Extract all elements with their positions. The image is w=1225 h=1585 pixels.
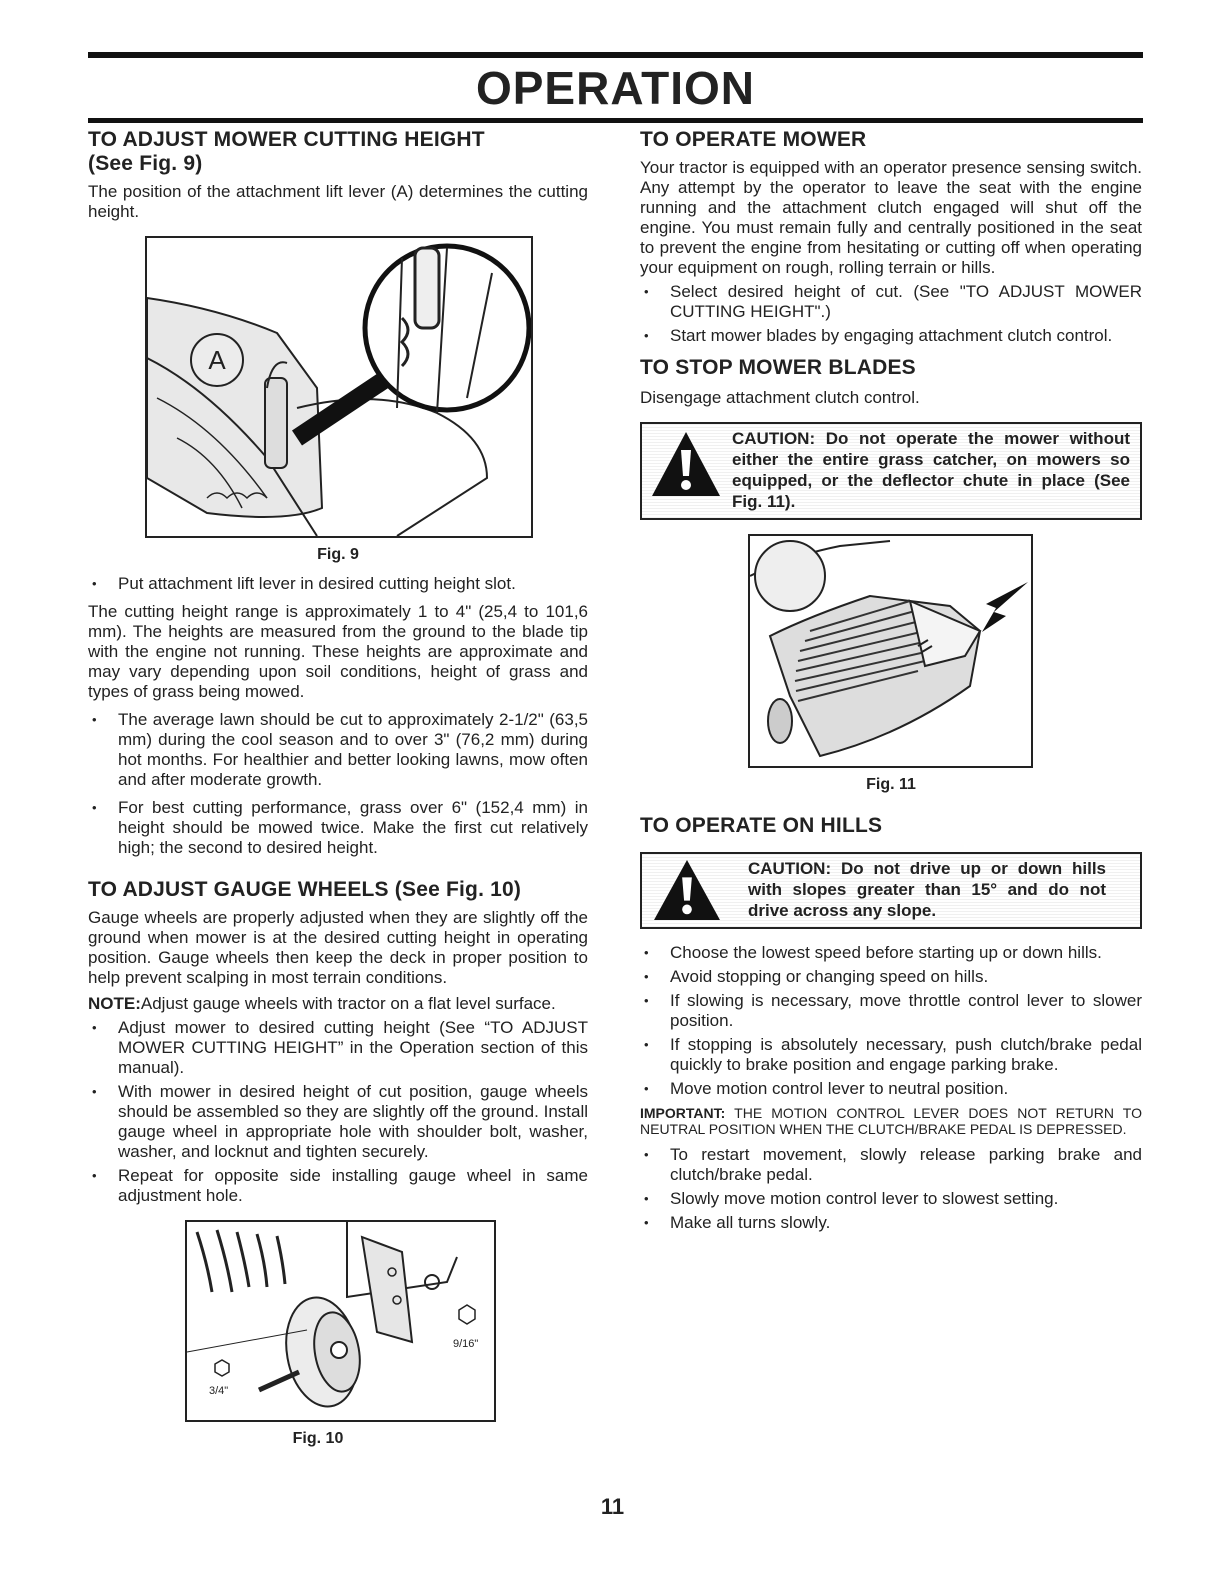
list-item: • Adjust mower to desired cutting height (See “TO ADJUST MOWER CUTTING HEIGHT” in the Operation section of this manual). (88, 1018, 588, 1078)
lever-bullet-list (88, 574, 588, 594)
list-item: • Make all turns slowly. (640, 1213, 1142, 1233)
list-item: • If stopping is absolutely necessary, push clutch/brake pedal quickly to brake position and engage parking brake. (640, 1035, 1142, 1075)
gauge-wheels-intro: Gauge wheels are properly adjusted when they are slightly off the ground when mower is at the desired cutting height in operating position. Gauge wheels then keep the deck in proper position to help prevent scalping in most terrain conditions. (88, 908, 588, 987)
right-column (640, 128, 1142, 1233)
list-item: • The average lawn should be cut to approximately 2-1/2" (63,5 mm) during the cool season and to over 3" (76,2 mm) during hot months. For healthier and better looking lawns, mow often and after moderate growth. (88, 710, 588, 790)
lift-lever-illustration (147, 238, 531, 536)
list-item: • If slowing is necessary, move throttle control lever to slower position. (640, 991, 1142, 1031)
list-item: • Move motion control lever to neutral position. (640, 1079, 1142, 1099)
hills-steps (640, 943, 1142, 1099)
page-title: OPERATION (475, 62, 756, 114)
figure-9-caption: Fig. 9 (317, 546, 359, 563)
operate-mower-text: Your tractor is equipped with an operator presence sensing switch. Any attempt by the operator to leave the seat with the engine running and the attachment clutch engaged will shut off the engine. You must remain fully and centrally positioned in the seat to prevent the engine from hesitating or cutting off when operating your equipment on rough, rolling terrain or hills. (640, 158, 1142, 277)
list-item: • To restart movement, slowly release parking brake and clutch/brake pedal. (640, 1145, 1142, 1185)
caution-deflector-text: CAUTION: Do not operate the mower without either the entire grass catcher, on mowers so equipped, or the deflector chute in place (See Fig. 11). (732, 429, 1130, 511)
left-column (88, 128, 588, 1448)
section-heading-cutting-height: TO ADJUST MOWER CUTTING HEIGHT (See Fig. 9) (88, 128, 485, 175)
wrench-size-9-16-label: 9/16" (453, 1338, 479, 1350)
section-heading-operate-mower: TO OPERATE MOWER (640, 128, 867, 151)
caution-box-hills (640, 852, 1142, 929)
important-note: IMPORTANT: THE MOTION CONTROL LEVER DOES NOT RETURN TO NEUTRAL POSITION WHEN THE CLUTCH/BRAKE PEDAL IS DEPRESSED. (640, 1105, 1142, 1137)
figure-9 (145, 236, 533, 538)
cutting-height-intro: The position of the attachment lift lever (A) determines the cutting height. (88, 182, 588, 221)
operate-mower-steps (640, 282, 1142, 346)
figure-11-caption: Fig. 11 (866, 776, 916, 793)
callout-a: A (208, 345, 226, 375)
section-heading-stop-blades: TO STOP MOWER BLADES (640, 356, 916, 379)
list-item: • Avoid stopping or changing speed on hills. (640, 967, 1142, 987)
figure-10 (185, 1220, 496, 1422)
list-item: • Repeat for opposite side installing gauge wheel in same adjustment hole. (88, 1166, 588, 1206)
cutting-tips-list (88, 710, 588, 858)
figure-10-caption: Fig. 10 (292, 1430, 344, 1447)
gauge-wheels-steps (88, 1018, 588, 1206)
wrench-size-3-4-label: 3/4" (209, 1385, 229, 1397)
list-item: • For best cutting performance, grass over 6" (152,4 mm) in height should be mowed twice. Make the first cut relatively high; the second to desired height. (88, 798, 588, 858)
deflector-chute-illustration (750, 536, 1031, 766)
gauge-wheels-note: NOTE:Adjust gauge wheels with tractor on a flat level surface. (88, 994, 556, 1013)
page-number: 11 (600, 1494, 625, 1519)
section-heading-hills: TO OPERATE ON HILLS (640, 814, 883, 837)
list-item: • Start mower blades by engaging attachment clutch control. (640, 326, 1142, 346)
list-item: • Select desired height of cut. (See "TO ADJUST MOWER CUTTING HEIGHT".) (640, 282, 1142, 322)
restart-steps (640, 1145, 1142, 1233)
list-item: • Choose the lowest speed before starting up or down hills. (640, 943, 1142, 963)
title-rule (88, 118, 1143, 123)
warning-triangle-icon (650, 428, 722, 500)
warning-triangle-icon (652, 858, 722, 922)
figure-11 (748, 534, 1033, 768)
stop-blades-text: Disengage attachment clutch control. (640, 388, 920, 407)
cutting-height-range: The cutting height range is approximately 1 to 4" (25,4 to 101,6 mm). The heights are measured from the ground to the blade tip with the engine not running. These heights are approximate and may vary depending upon soil conditions, height of grass and types of grass being mowed. (88, 602, 588, 701)
caution-hills-text: CAUTION: Do not drive up or down hills with slopes greater than 15° and do not drive across any slope. (748, 859, 1106, 920)
section-heading-gauge-wheels: TO ADJUST GAUGE WHEELS (See Fig. 10) (88, 878, 522, 901)
gauge-wheel-illustration (187, 1222, 494, 1420)
caution-box-deflector (640, 422, 1142, 520)
list-item: • With mower in desired height of cut position, gauge wheels should be assembled so they are slightly off the ground. Install gauge wheel in appropriate hole with shoulder bolt, washer, washer, and locknut and tighten securely. (88, 1082, 588, 1162)
list-item: • Slowly move motion control lever to slowest setting. (640, 1189, 1142, 1209)
list-item: • Put attachment lift lever in desired cutting height slot. (88, 574, 588, 594)
top-rule (88, 52, 1143, 58)
